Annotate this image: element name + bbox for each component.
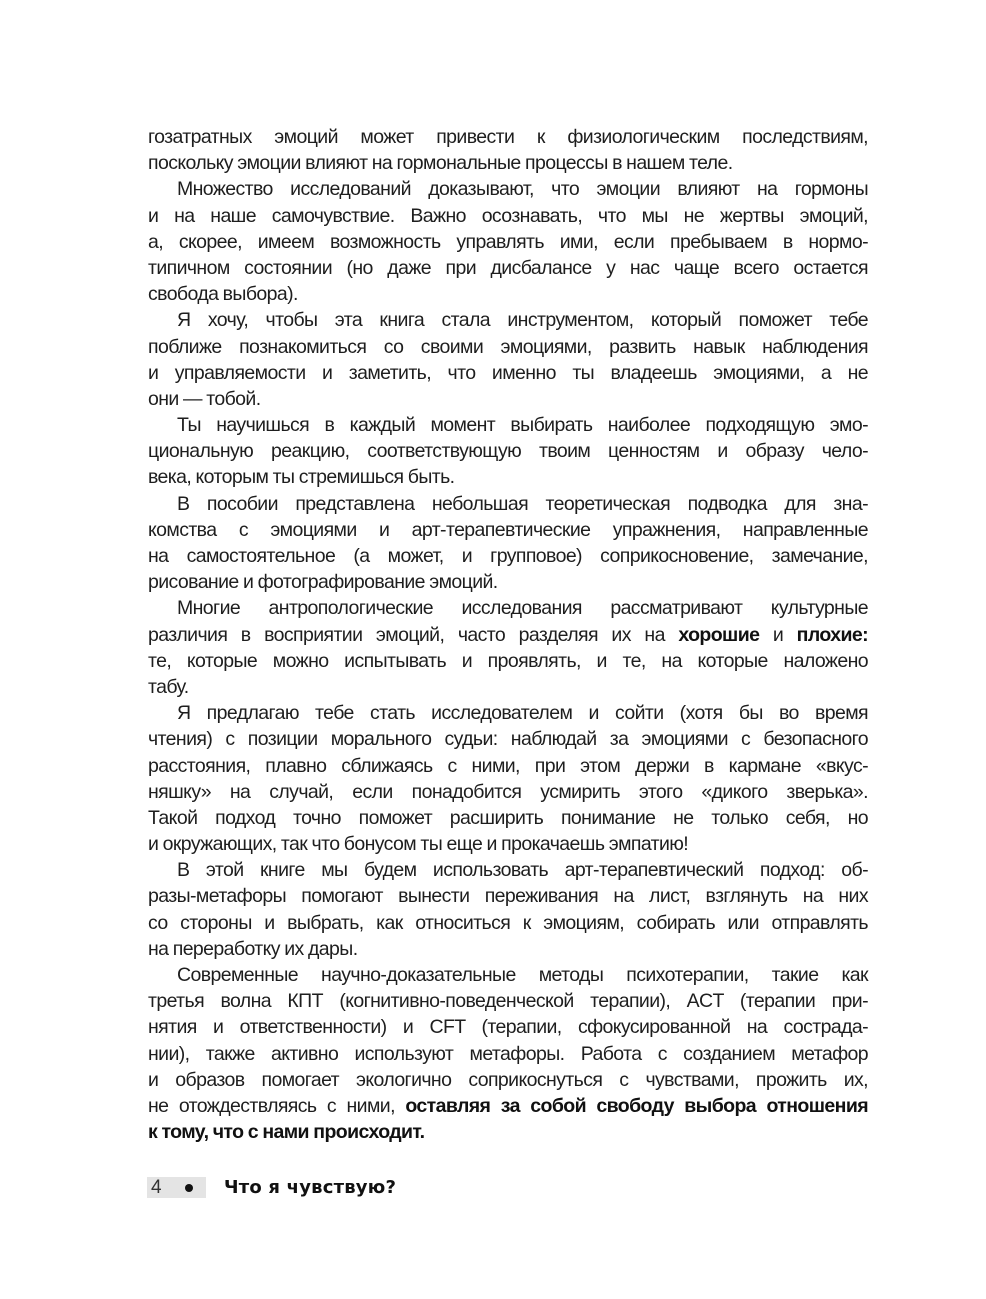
text-line: Ты научишься в каждый момент выбирать наиболее подходящую эмо-	[177, 414, 868, 437]
text-line: третья волна КПТ (когнитивно-поведенческой терапии), ACT (терапии при-	[148, 990, 868, 1013]
text-line: и окружающих, так что бонусом ты еще и прокачаешь эмпатию!	[148, 833, 689, 856]
bullet-dot-icon	[185, 1184, 193, 1192]
text-run: различия в восприятии эмоций, часто разделяя их на	[148, 623, 679, 646]
text-line: Множество исследований доказывают, что эмоции влияют на гормоны	[177, 178, 868, 201]
text-line: поближе познакомиться со своими эмоциями, развить навык наблюдения	[148, 335, 868, 358]
text-line: и управляемости и заметить, что именно ты владеешь эмоциями, а не	[148, 361, 868, 384]
emphasis-text: к тому, что с нами происходит.	[148, 1121, 425, 1144]
emphasis-good: хорошие	[678, 623, 760, 646]
text-line: циональную реакцию, соответствующую твоим ценностям и образу чело-	[148, 440, 868, 463]
text-line: века, которым ты стремишься быть.	[148, 466, 455, 489]
folio-box	[147, 1177, 206, 1198]
text-run: не отождествляясь с ними,	[148, 1094, 406, 1117]
text-line: поскольку эмоции влияют на гормональные процессы в нашем теле.	[148, 152, 733, 175]
text-line: нии), также активно используют метафоры. Работа с созданием метафор	[148, 1042, 868, 1065]
text-line: те, которые можно испытывать и проявлять, и те, на которые наложено	[148, 649, 868, 672]
text-line	[148, 622, 868, 648]
text-line: табу.	[148, 675, 189, 698]
page-footer	[147, 1177, 396, 1198]
emphasis-bad: плохие:	[796, 623, 868, 646]
text-line: и на наше самочувствие. Важно осознавать, что мы не жертвы эмоций,	[148, 204, 868, 227]
text-line: Такой подход точно поможет расширить понимание не только себя, но	[148, 806, 868, 829]
text-line: нятия и ответственности) и CFT (терапии, сфокусированной на сострада-	[148, 1016, 868, 1039]
text-line: а, скорее, имеем возможность управлять ими, если пребываем в нормо-	[148, 230, 868, 253]
text-line: Современные научно-доказательные методы психотерапии, такие как	[177, 964, 868, 986]
text-line: гозатратных эмоций может привести к физиологическим последствиям,	[148, 126, 868, 148]
text-line: типичном состоянии (но даже при дисбалансе у нас чаще всего остается	[148, 256, 868, 279]
text-line: свобода выбора).	[148, 283, 298, 306]
text-line	[148, 1119, 868, 1145]
text-line: В пособии представлена небольшая теоретическая подводка для зна-	[177, 492, 868, 515]
text-line: они — тобой.	[148, 387, 261, 410]
running-title: Что я чувствую?	[224, 1177, 397, 1198]
text-line: на переработку их дары.	[148, 937, 358, 960]
text-run: и	[759, 623, 797, 646]
text-line: разы-метафоры помогают вынести переживания на лист, взглянуть на них	[148, 885, 868, 908]
page-body	[148, 124, 868, 1145]
text-line: расстояния, плавно сближаясь с ними, при этом держи в кармане «вкус-	[148, 754, 868, 777]
text-line: рисование и фотографирование эмоций.	[148, 571, 498, 594]
text-line: на самостоятельное (а может, и групповое) соприкосновение, замечание,	[148, 545, 868, 567]
text-line	[148, 1093, 868, 1119]
text-line: В этой книге мы будем использовать арт-терапевтический подход: об-	[177, 859, 868, 882]
emphasis-text: оставляя за собой свободу выбора отношения	[405, 1094, 868, 1117]
text-line: Многие антропологические исследования рассматривают культурные	[177, 597, 868, 620]
text-line: со стороны и выбрать, как относиться к эмоциям, собирать или отправлять	[148, 911, 868, 934]
page-number: 4	[151, 1176, 162, 1198]
text-line: Я хочу, чтобы эта книга стала инструментом, который поможет тебе	[177, 309, 868, 332]
text-line: комства с эмоциями и арт-терапевтические упражнения, направленные	[148, 518, 868, 541]
text-line: Я предлагаю тебе стать исследователем и сойти (хотя бы во время	[177, 702, 868, 725]
text-line: няшку» на случай, если понадобится усмирить этого «дикого зверька».	[148, 780, 868, 803]
text-line: чтения) с позиции морального судьи: наблюдай за эмоциями с безопасного	[148, 728, 868, 751]
text-line: и образов помогает экологично соприкоснуться с чувствами, прожить их,	[148, 1068, 868, 1091]
